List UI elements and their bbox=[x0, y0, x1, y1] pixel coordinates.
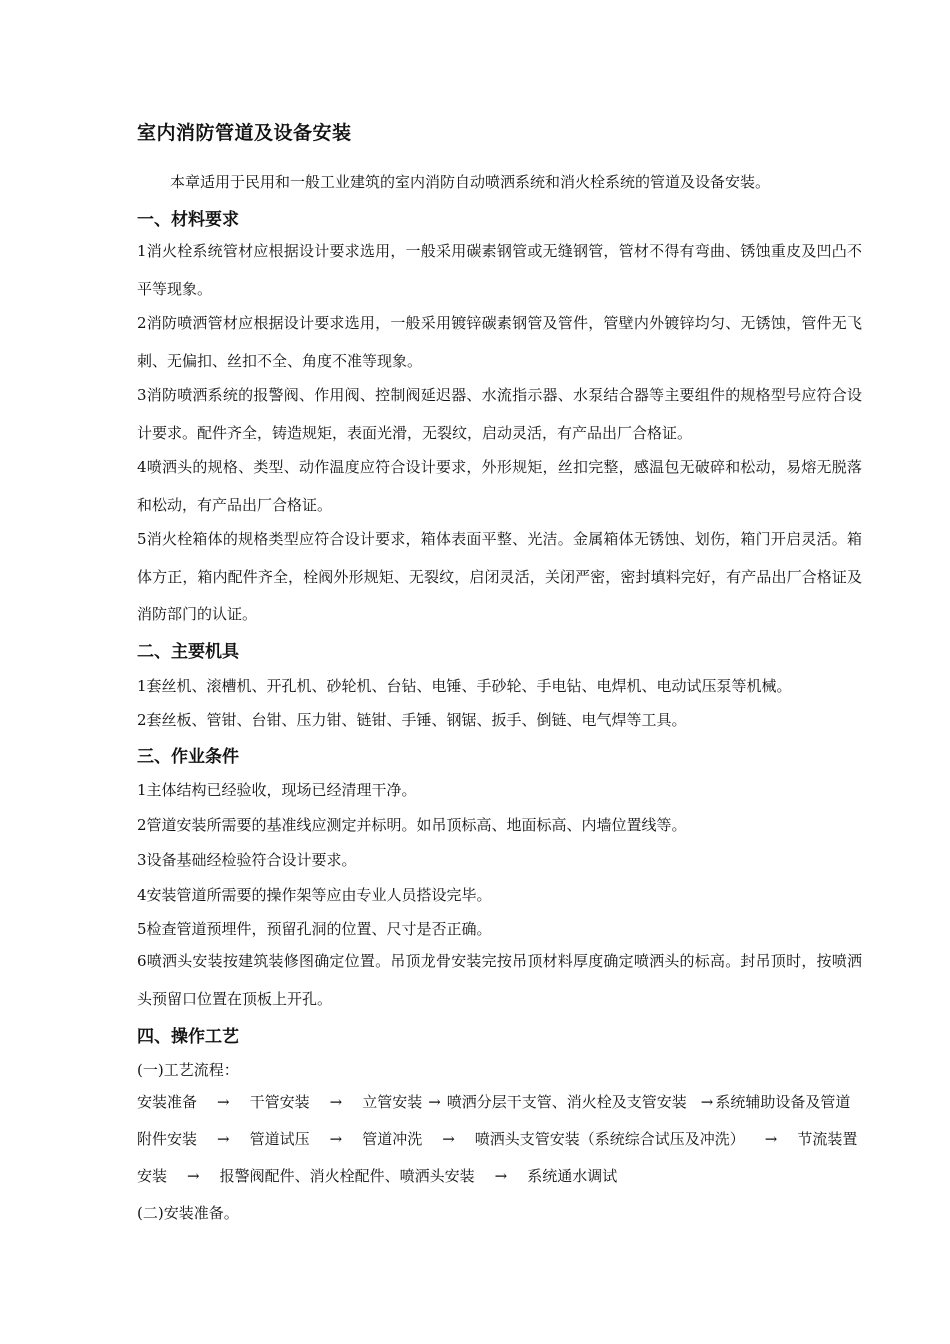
arrow-right-icon: → bbox=[217, 1130, 230, 1148]
process-subheading-prep: (二)安装准备。 bbox=[137, 1204, 239, 1222]
conditions-item-3: 3设备基础经检验符合设计要求。 bbox=[137, 851, 357, 869]
arrow-right-icon: → bbox=[494, 1167, 508, 1185]
process-flow bbox=[137, 1084, 862, 1195]
conditions-item-5: 5检查管道预埋件，预留孔洞的位置、尺寸是否正确。 bbox=[137, 920, 492, 938]
flow-step: 管道冲洗 bbox=[362, 1130, 423, 1148]
arrow-right-icon: → bbox=[764, 1130, 778, 1148]
arrow-right-icon: → bbox=[187, 1167, 200, 1185]
flow-step: 喷洒分层干支管、消火栓及支管安装 bbox=[446, 1093, 687, 1111]
process-subheading-flow: (一)工艺流程： bbox=[137, 1061, 239, 1079]
flow-step: 系统通水调试 bbox=[527, 1167, 618, 1185]
conditions-item-1: 1主体结构已经验收，现场已经清理干净。 bbox=[137, 781, 417, 799]
arrow-right-icon: → bbox=[329, 1093, 343, 1111]
section-heading-conditions: 三、作业条件 bbox=[137, 747, 239, 767]
flow-step: 立管安装 bbox=[362, 1093, 423, 1111]
conditions-item-6: 6喷洒头安装按建筑装修图确定位置。吊顶龙骨安装完按吊顶材料厚度确定喷洒头的标高。封吊顶时，按喷洒头预留口位置在顶板上开孔。 bbox=[137, 952, 862, 1008]
materials-item-1: 1消火栓系统管材应根据设计要求选用，一般采用碳素钢管或无缝钢管，管材不得有弯曲、锈蚀重皮及凹凸不平等现象。 bbox=[137, 242, 862, 298]
flow-step: 管道试压 bbox=[249, 1130, 310, 1148]
materials-item-2: 2消防喷洒管材应根据设计要求选用，一般采用镀锌碳素钢管及管件，管壁内外镀锌均匀、无锈蚀，管件无飞刺、无偏扣、丝扣不全、角度不准等现象。 bbox=[137, 314, 862, 370]
materials-item-5: 5消火栓箱体的规格类型应符合设计要求，箱体表面平整、光洁。金属箱体无锈蚀、划伤，箱门开启灵活。箱体方正，箱内配件齐全，栓阀外形规矩、无裂纹，启闭灵活，关闭严密，密封填料完好，有产品出厂合格证及消防部门的认证。 bbox=[137, 530, 862, 623]
tools-item-2: 2套丝板、管钳、台钳、压力钳、链钳、手锤、钢锯、扳手、倒链、电气焊等工具。 bbox=[137, 711, 687, 729]
arrow-right-icon: → bbox=[428, 1093, 441, 1111]
flow-step: 安装准备 bbox=[137, 1093, 198, 1111]
section-heading-tools: 二、主要机具 bbox=[137, 642, 239, 662]
flow-step: 干管安装 bbox=[249, 1093, 310, 1111]
section-heading-materials: 一、材料要求 bbox=[137, 210, 239, 230]
tools-item-1: 1套丝机、滚槽机、开孔机、砂轮机、台钻、电锤、手砂轮、手电钻、电焊机、电动试压泵等机械。 bbox=[137, 677, 792, 695]
flow-step: 喷洒头支管安装（系统综合试压及冲洗） bbox=[474, 1130, 745, 1148]
arrow-right-icon: → bbox=[217, 1093, 230, 1111]
section-heading-process: 四、操作工艺 bbox=[137, 1027, 239, 1047]
arrow-right-icon: → bbox=[329, 1130, 343, 1148]
intro-paragraph: 本章适用于民用和一般工业建筑的室内消防自动喷洒系统和消火栓系统的管道及设备安装。 bbox=[170, 173, 771, 191]
conditions-item-2: 2管道安装所需要的基准线应测定并标明。如吊顶标高、地面标高、内墙位置线等。 bbox=[137, 816, 687, 834]
page-title: 室内消防管道及设备安装 bbox=[137, 122, 352, 144]
conditions-item-4: 4安装管道所需要的操作架等应由专业人员搭设完毕。 bbox=[137, 886, 492, 904]
flow-step: 节流装置安装 bbox=[137, 1130, 858, 1185]
arrow-right-icon: → bbox=[442, 1130, 455, 1148]
materials-item-3: 3消防喷洒系统的报警阀、作用阀、控制阀延迟器、水流指示器、水泵结合器等主要组件的规格型号应符合设计要求。配件齐全，铸造规矩，表面光滑，无裂纹，启动灵活，有产品出厂合格证。 bbox=[137, 386, 862, 442]
flow-step: 系统辅助设备及管道附件安装 bbox=[137, 1093, 851, 1148]
flow-step: 报警阀配件、消火栓配件、喷洒头安装 bbox=[219, 1167, 475, 1185]
arrow-right-icon: → bbox=[700, 1093, 714, 1111]
materials-item-4: 4喷洒头的规格、类型、动作温度应符合设计要求，外形规矩，丝扣完整，感温包无破碎和松动，易熔无脱落和松动，有产品出厂合格证。 bbox=[137, 458, 862, 514]
